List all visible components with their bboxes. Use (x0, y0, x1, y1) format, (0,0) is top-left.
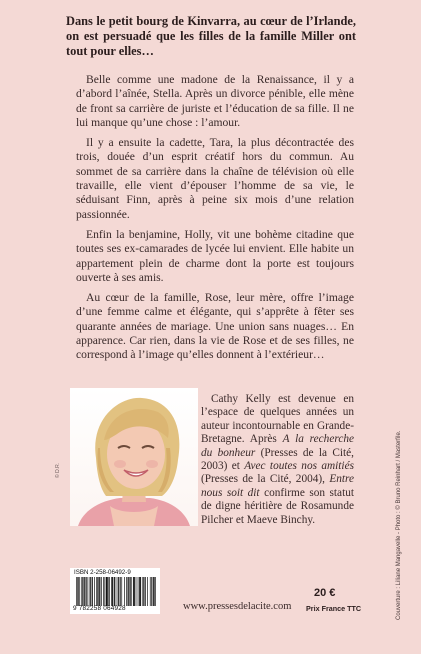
barcode-bar (92, 577, 93, 606)
barcode-bar (112, 577, 113, 606)
barcode-bar (124, 577, 125, 606)
barcode-bar (147, 577, 148, 606)
barcode-bar (85, 577, 86, 606)
barcode-bar (153, 577, 154, 606)
barcode-bar (140, 577, 141, 606)
barcode-bar (120, 577, 121, 606)
barcode-bar (97, 577, 98, 606)
author-bio-text: (Presses de la Cité, 2004), (201, 473, 330, 486)
barcode-bar (77, 577, 78, 606)
book-title: Avec toutes nos amitiés (244, 460, 354, 473)
barcode-bar (136, 577, 137, 606)
barcode-bar (128, 577, 129, 606)
barcode-bar (130, 577, 131, 606)
barcode-bar (81, 577, 82, 606)
barcode-bar (154, 577, 155, 606)
synopsis (76, 73, 354, 369)
barcode-bar (121, 577, 122, 606)
barcode-bar (78, 577, 79, 606)
synopsis-paragraph: Enfin la benjamine, Holly, vit une bohème citadine que toutes ses ex-camarades de lycée lui envient. Elle habite un appartement plein de charme dont la porte est toujours ouverte à ses amis. (76, 227, 354, 284)
barcode-bar (104, 577, 105, 606)
author-bio (201, 393, 354, 527)
barcode-bar (90, 577, 91, 606)
barcode-bar (109, 577, 110, 606)
barcode-bar (114, 577, 115, 606)
barcode-bar (151, 577, 152, 606)
barcode-bar (92, 577, 93, 606)
barcode-bar (90, 577, 91, 606)
barcode-bar (153, 577, 154, 606)
barcode-bar (118, 577, 119, 606)
barcode-bar (101, 577, 102, 606)
barcode-bar (142, 577, 143, 606)
barcode-number: 9 782258 064928 (73, 605, 126, 612)
barcode-icon (76, 577, 156, 606)
barcode-bar (119, 577, 120, 606)
cover-credit: Couverture : Liliane Mangavelle - Photo : © Bruno Reinhart / Masterfile. (396, 430, 402, 620)
book-title: A la recherche du bonheur (201, 433, 354, 459)
barcode-bar (117, 577, 118, 606)
barcode-bar (99, 577, 100, 606)
back-cover-intro: Dans le petit bourg de Kinvarra, au cœur de l’Irlande, on est persuadé que les filles de la famille Miller ont tout pour elles… (66, 14, 356, 59)
barcode-bar (134, 577, 135, 606)
barcode-bar (145, 577, 146, 606)
author-photo (70, 388, 198, 526)
barcode-bar (140, 577, 141, 606)
author-bio-text: (Presses de la Cité, 2003) et (201, 446, 354, 473)
price: 20 € (314, 587, 336, 599)
barcode-bar (133, 577, 134, 606)
barcode-bar (128, 577, 129, 606)
barcode-bar (155, 577, 156, 606)
barcode-bar (107, 577, 108, 606)
barcode-bar (143, 577, 144, 606)
barcode-bar (83, 577, 84, 606)
barcode-bar (129, 577, 130, 606)
barcode-bar (139, 577, 140, 606)
publisher-website: www.pressesdelacite.com (183, 601, 292, 612)
barcode-bar (107, 577, 108, 606)
book-title: Entre nous soit dit (201, 473, 354, 499)
barcode-block (70, 568, 160, 614)
barcode-bar (96, 577, 97, 606)
isbn-label: ISBN 2-258-06492-9 (74, 569, 131, 576)
barcode-bar (100, 577, 101, 606)
barcode-bar (106, 577, 107, 606)
author-portrait-illustration (70, 388, 198, 526)
barcode-bar (84, 577, 85, 606)
barcode-bar (126, 577, 127, 606)
author-bio-text: confirme son statut de digne héritière de Rosamunde Pilcher et Maeve Binchy. (201, 486, 354, 526)
barcode-bar (134, 577, 135, 606)
barcode-bar (111, 577, 112, 606)
barcode-bar (138, 577, 139, 606)
barcode-bar (76, 577, 77, 606)
barcode-bar (115, 577, 116, 606)
barcode-bar (79, 577, 80, 606)
author-bio-text: Cathy Kelly est devenue en l’espace de quelques années un auteur incontournable en Grande-Bretagne. Après (201, 393, 354, 446)
synopsis-paragraph: Au cœur de la famille, Rose, leur mère, offre l’image d’une femme calme et élégante, qui s’apprête à fêter ses quarante années de mariage. Une union sans nuages… En apparence. Car rien, dans la vie de Rose et de ses filles, ne correspond à l’image qu’elles donnent à l’extérieur… (76, 291, 354, 362)
synopsis-paragraph: Belle comme une madone de la Renaissance, il y a d’abord l’aînée, Stella. Après un divorce pénible, elle mène de front sa carrière de juriste et l’éducation de sa fille. Il ne lui manque qu’une chose : l’amour. (76, 73, 354, 129)
barcode-bar (86, 577, 87, 606)
price-note: Prix France TTC (306, 604, 362, 613)
barcode-bar (144, 577, 145, 606)
barcode-bar (108, 577, 109, 606)
barcode-bar (113, 577, 114, 606)
barcode-bar (103, 577, 104, 606)
barcode-bar (98, 577, 99, 606)
barcode-bar (131, 577, 132, 606)
barcode-bar (150, 577, 151, 606)
photo-credit: © D.R. (55, 462, 61, 478)
barcode-bar (94, 577, 95, 606)
synopsis-paragraph: Il y a ensuite la cadette, Tara, la plus décontractée des trois, douée d’un esprit créatif hors du commun. Au sommet de sa carrière dans la chaîne de télévision où elle travaille, elle vient d’épouser l’homme de sa vie, le séduisant Finn, après à peine six mois d’une relation passionnée. (76, 136, 354, 221)
barcode-bar (88, 577, 89, 606)
barcode-bar (82, 577, 83, 606)
